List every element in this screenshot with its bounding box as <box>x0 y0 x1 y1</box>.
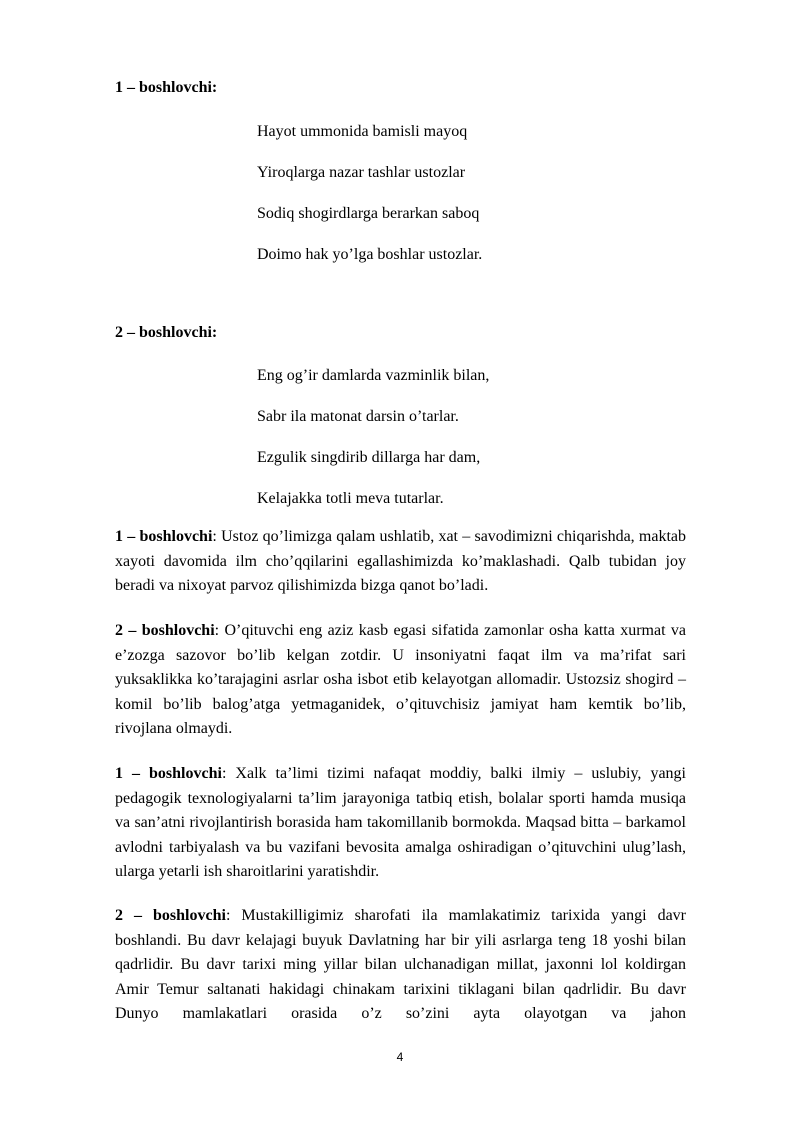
paragraph-text: : Ustoz qo’limizga qalam ushlatib, xat – savodimizni chiqarishda, maktab xayoti davomida ilm cho’qqilarini egallashimizda ko’maklashadi. Qalb tubidan joy beradi va nixoyat parvoz qilishimizda bizga qanot bo’ladi. <box>115 528 686 594</box>
verse-line: Ezgulik singdirib dillarga har dam, <box>257 449 481 466</box>
verse-line: Yiroqlarga nazar tashlar ustozlar <box>257 164 466 181</box>
paragraph-speaker: 1 – boshlovchi <box>115 765 222 782</box>
stanza1-speaker: 1 – boshlovchi: <box>115 79 218 96</box>
paragraph-4 <box>115 904 686 1027</box>
stanza1-verse <box>257 122 482 286</box>
paragraph-text: : O’qituvchi eng aziz kasb egasi sifatida zamonlar osha katta xurmat va e’zozga sazovor bo’lib kelgan zotdir. U insoniyatni faqat ilm va ma’rifat sari yuksaklikka ko’tarajagini asrlar osha isbot etib kelayotgan allomadir. Ustozsiz shogird – komil bo’lib balog’atga yetmaganidek, o’qituvchisiz jamiyat ham kemtik bo’lib, rivojlana olmaydi. <box>115 622 686 737</box>
paragraph-speaker: 1 – boshlovchi <box>115 528 213 545</box>
stanza2-speaker: 2 – boshlovchi: <box>115 324 218 341</box>
verse-line: Hayot ummonida bamisli mayoq <box>257 123 468 140</box>
paragraph-1 <box>115 525 686 599</box>
paragraph-text: : Mustakilligimiz sharofati ila mamlakatimiz tarixida yangi davr boshlandi. Bu davr kelajagi buyuk Davlatning har bir yili asrlarga teng 18 yoshi bilan qadrlidir. Bu davr tarixi ming yillar bilan ulchanadigan millat, jaxonni lol koldirgan Amir Temur saltanati hakidagi chinakam tarixini tiklagani bilan qadrlidir. Bu davr Dunyo mamlakatlari orasida o’z so’zini ayta olayotgan va jahon <box>115 907 686 1022</box>
stanza2-verse <box>257 366 489 530</box>
page-number: 4 <box>396 1050 404 1064</box>
paragraph-speaker: 2 – boshlovchi <box>115 622 215 639</box>
verse-line: Sodiq shogirdlarga berarkan saboq <box>257 205 480 222</box>
paragraph-text: : Xalk ta’limi tizimi nafaqat moddiy, balki ilmiy – uslubiy, yangi pedagogik texnologiyalarni ta’lim jarayoniga tatbiq etish, bolalar sporti hamda musiqa va san’atni rivojlantirish borasida ham takomillanib bormokda. Maqsad bitta – barkamol avlodni tarbiyalash va bu vazifani bevosita amalga oshiradigan o’qituvchini ulug’lash, ularga yetarli ish sharoitlarini yaratishdir. <box>115 765 686 880</box>
paragraph-3 <box>115 762 686 885</box>
verse-line: Doimo hak yo’lga boshlar ustozlar. <box>257 246 483 263</box>
paragraph-2 <box>115 619 686 742</box>
verse-line: Kelajakka totli meva tutarlar. <box>257 490 444 507</box>
verse-line: Eng og’ir damlarda vazminlik bilan, <box>257 367 490 384</box>
paragraph-speaker: 2 – boshlovchi <box>115 907 226 924</box>
verse-line: Sabr ila matonat darsin o’tarlar. <box>257 408 459 425</box>
